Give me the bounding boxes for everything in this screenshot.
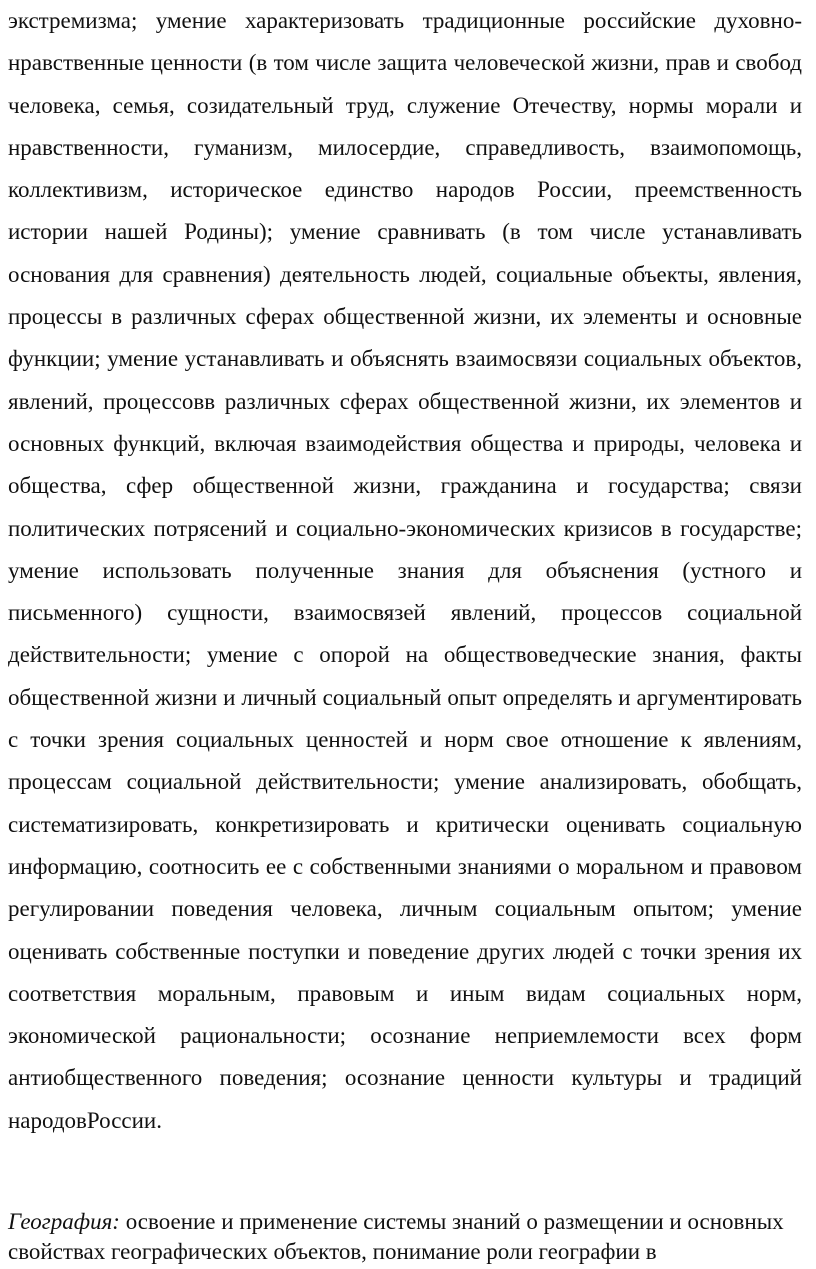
document-page <box>8 0 802 1264</box>
geography-text: освоение и применение системы знаний о размещении и основных свойствах географических объектов, понимание роли географии в <box>8 1209 784 1264</box>
geography-paragraph <box>8 1207 798 1267</box>
geography-label: География: <box>8 1209 120 1234</box>
body-paragraph: экстремизма; умение характеризовать традиционные российские духовно-нравственные ценности (в том числе защита человеческой жизни, прав и свобод человека, семья, созидательный труд, служение Отечеству, нормы морали и нравственности, гуманизм, милосердие, справедливость, взаимопомощь, коллективизм, историческое единство народов России, преемственность истории нашей Родины); умение сравнивать (в том числе устанавливать основания для сравнения) деятельность людей, социальные объекты, явления, процессы в различных сферах общественной жизни, их элементы и основные функции; умение устанавливать и объяснять взаимосвязи социальных объектов, явлений, процессовв различных сферах общественной жизни, их элементов и основных функций, включая взаимодействия общества и природы, человека и общества, сфер общественной жизни, гражданина и государства; связи политических потрясений и социально-экономических кризисов в государстве; умение использовать полученные знания для объяснения (устного и письменного) сущности, взаимосвязей явлений, процессов социальной действительности; умение с опорой на обществоведческие знания, факты общественной жизни и личный социальный опыт определять и аргументировать с точки зрения социальных ценностей и норм свое отношение к явлениям, процессам социальной действительности; умение анализировать, обобщать, систематизировать, конкретизировать и критически оценивать социальную информацию, соотносить ее с собственными знаниями о моральном и правовом регулировании поведения человека, личным социальным опытом; умение оценивать собственные поступки и поведение других людей с точки зрения их соответствия моральным, правовым и иным видам социальных норм, экономической рациональности; осознание неприемлемости всех форм антиобщественного поведения; осознание ценности культуры и традиций народовРоссии. <box>8 8 802 1133</box>
